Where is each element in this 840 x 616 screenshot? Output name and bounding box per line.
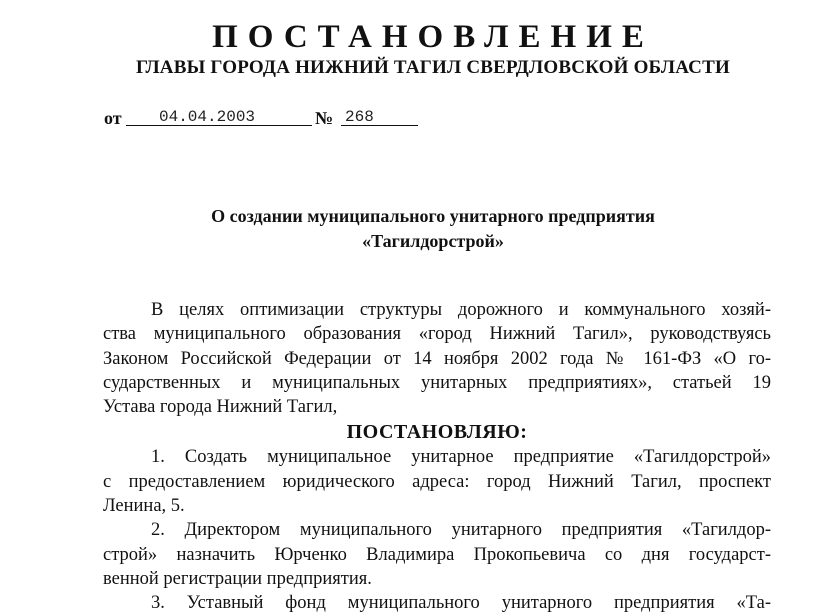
document-title-line: «Тагилдорстрой» xyxy=(362,231,504,251)
issuer-heading: ГЛАВЫ ГОРОДА НИЖНИЙ ТАГИЛ СВЕРДЛОВСКОЙ ОБЛАСТИ xyxy=(136,57,730,78)
document-title xyxy=(0,204,840,254)
text-line: с предоставлением юридического адреса: город Нижний Тагил, проспект xyxy=(103,471,771,492)
text-line: ства муниципального образования «город Нижний Тагил», руководствуясь xyxy=(103,324,771,345)
text-line: сударственных и муниципальных унитарных предприятиях», статьей 19 xyxy=(103,372,771,393)
text-line: 1. Создать муниципальное унитарное предприятие «Тагилдорстрой» xyxy=(151,447,771,468)
date-field: 04.04.2003 xyxy=(126,106,312,126)
text-line: В целях оптимизации структуры дорожного и коммунального хозяй- xyxy=(151,300,771,320)
resolution-item xyxy=(103,445,771,518)
resolution-item xyxy=(103,591,771,615)
resolve-heading: ПОСТАНОВЛЯЮ: xyxy=(346,421,528,444)
preamble-paragraph xyxy=(103,298,771,419)
text-line: 2. Директором муниципального унитарного предприятия «Тагилдор- xyxy=(151,520,771,541)
document-body xyxy=(103,298,771,616)
document-type-heading: ПОСТАНОВЛЕНИЕ xyxy=(212,19,654,55)
resolution-item xyxy=(103,518,771,591)
text-line: строй» назначить Юрченко Владимира Прокопьевича со дня государст- xyxy=(103,544,771,565)
text-line: 3. Уставный фонд муниципального унитарного предприятия «Та- xyxy=(151,593,771,614)
number-label: № xyxy=(315,108,334,128)
document-title-line: О создании муниципального унитарного предприятия xyxy=(211,206,655,226)
text-line: Ленина, 5. xyxy=(103,496,185,517)
number-field: 268 xyxy=(341,106,418,126)
date-label: от xyxy=(104,108,122,128)
text-line: венной регистрации предприятия. xyxy=(103,568,372,589)
text-line: Законом Российской Федерации от 14 ноября 2002 года № 161-ФЗ «О го- xyxy=(103,348,771,369)
text-line: Устава города Нижний Тагил, xyxy=(103,397,338,418)
